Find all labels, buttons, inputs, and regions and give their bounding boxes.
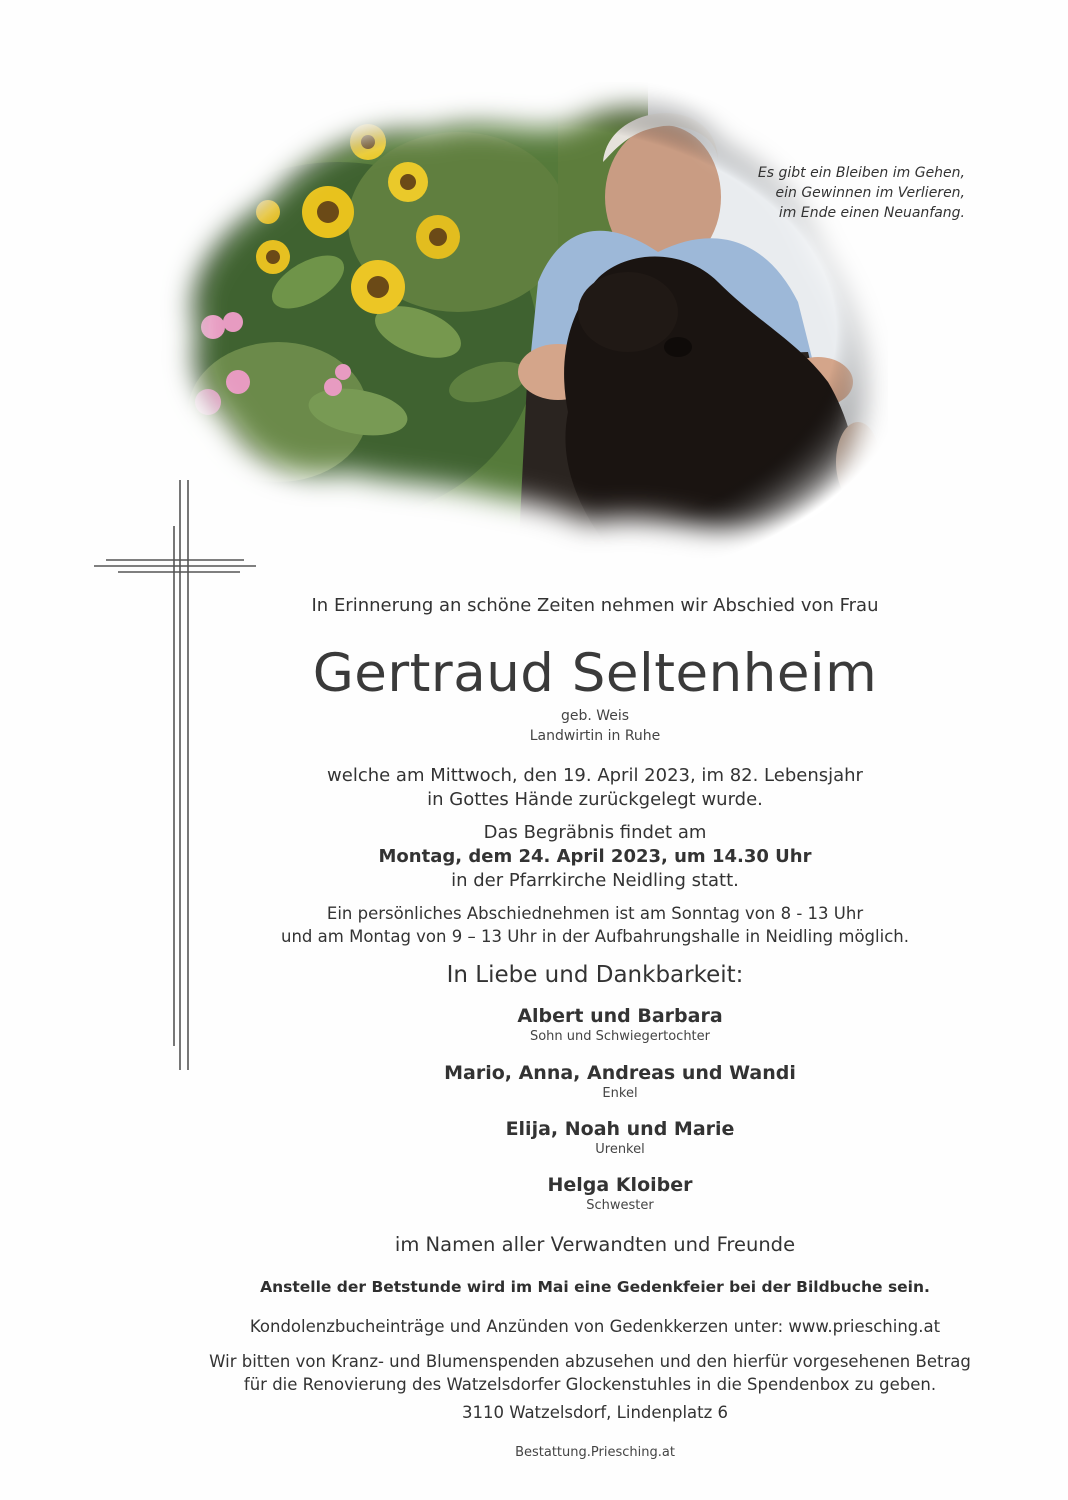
footer-website: Bestattung.Priesching.at	[515, 1445, 675, 1460]
mourner-name: Elija, Noah und Marie	[505, 1118, 735, 1140]
intro-text: In Erinnerung an schöne Zeiten nehmen wir Abschied von Frau	[311, 595, 879, 616]
quote-line: ein Gewinnen im Verlieren,	[775, 185, 965, 201]
quote-line: im Ende einen Neuanfang.	[778, 205, 965, 221]
donation-notice	[160, 1350, 1020, 1396]
memorial-announcement: Anstelle der Betstunde wird im Mai eine Gedenkfeier bei der Bildbuche sein.	[260, 1278, 930, 1296]
memorial-photo	[158, 82, 888, 560]
condolence-notice: Kondolenzbucheinträge und Anzünden von Gedenkkerzen unter: www.priesching.at	[249, 1317, 941, 1336]
mourner-entry	[230, 1060, 1010, 1102]
birth-details	[230, 706, 960, 746]
death-line: in Gottes Hände zurückgelegt wurde.	[427, 789, 763, 810]
mourner-entry	[230, 1172, 1010, 1214]
death-notice	[230, 764, 960, 812]
donation-line: Wir bitten von Kranz- und Blumenspenden abzusehen und den hierfür vorgesehenen Betrag	[209, 1352, 971, 1371]
mourner-name: Albert und Barbara	[517, 1005, 723, 1027]
viewing-notice	[200, 902, 990, 948]
gratitude-heading: In Liebe und Dankbarkeit:	[446, 962, 744, 988]
address: 3110 Watzelsdorf, Lindenplatz 6	[461, 1403, 729, 1422]
viewing-line: und am Montag von 9 – 13 Uhr in der Aufbahrungshalle in Neidling möglich.	[281, 927, 909, 946]
mourner-name: Helga Kloiber	[547, 1174, 693, 1196]
mourner-entry	[230, 1116, 1010, 1158]
memorial-quote	[700, 163, 965, 223]
funeral-notice	[230, 821, 960, 893]
deceased-name: Gertraud Seltenheim	[312, 643, 878, 704]
mourner-relation: Schwester	[586, 1198, 654, 1213]
mourner-relation: Sohn und Schwiegertochter	[529, 1029, 711, 1044]
occupation: Landwirtin in Ruhe	[529, 728, 661, 744]
relatives-line: im Namen aller Verwandten und Freunde	[394, 1233, 796, 1256]
funeral-line: Das Begräbnis findet am	[483, 822, 707, 843]
quote-line: Es gibt ein Bleiben im Gehen,	[757, 165, 965, 181]
donation-line: für die Renovierung des Watzelsdorfer Glockenstuhles in die Spendenbox zu geben.	[243, 1375, 937, 1394]
mourner-name: Mario, Anna, Andreas und Wandi	[444, 1062, 796, 1084]
mourner-entry	[230, 1003, 1010, 1045]
funeral-date: Montag, dem 24. April 2023, um 14.30 Uhr	[378, 846, 812, 867]
maiden-name: geb. Weis	[560, 708, 630, 724]
viewing-line: Ein persönliches Abschiednehmen ist am Sonntag von 8 - 13 Uhr	[326, 904, 864, 923]
mourner-relation: Urenkel	[595, 1142, 645, 1157]
mourner-relation: Enkel	[602, 1086, 638, 1101]
death-line: welche am Mittwoch, den 19. April 2023, im 82. Lebensjahr	[327, 765, 863, 786]
funeral-location: in der Pfarrkirche Neidling statt.	[451, 870, 739, 891]
